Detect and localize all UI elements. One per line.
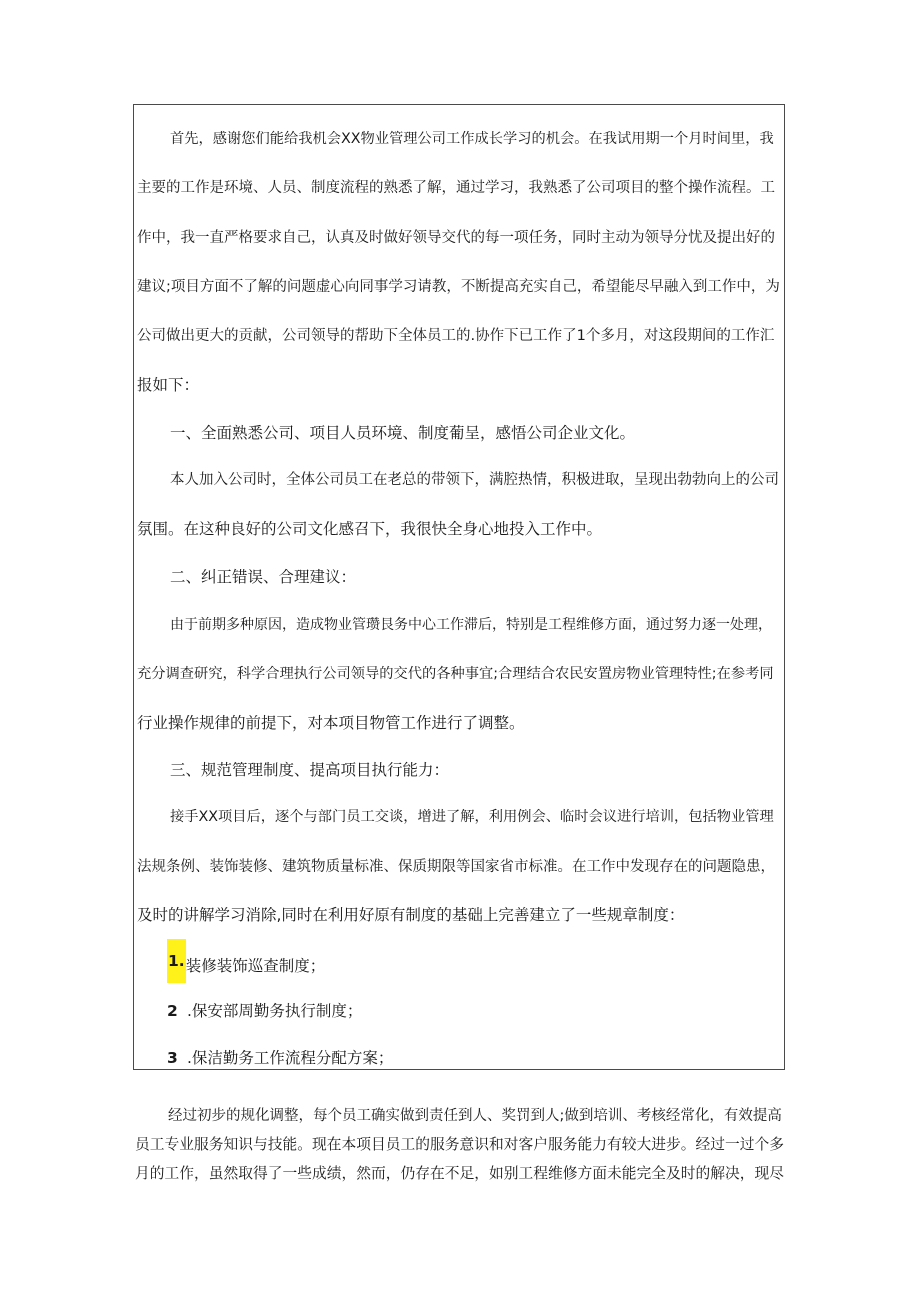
paragraph-line: 接手XX项目后，逐个与部门员工交谈，增进了解，利用例会、临时会议进行培训，包括物业管理	[170, 809, 774, 825]
paragraph-line: 员工专业服务知识与技能。现在本项目员工的服务意识和对客户服务能力有较大进步。经过一过个多	[135, 1136, 784, 1153]
paragraph-line: 月的工作，虽然取得了一些成绩，然而，仍存在不足，如别工程维修方面未能完全及时的解决，现尽	[135, 1165, 784, 1182]
list-number: 2	[167, 1002, 178, 1020]
highlighted-number: 1.	[167, 939, 186, 983]
paragraph-line: 报如下：	[137, 376, 200, 394]
list-item	[167, 1000, 362, 1022]
paragraph-line: 经过初步的规化调整，每个员工确实做到责任到人、奖罚到人;做到培训、考核经常化，有效提高	[168, 1108, 782, 1124]
paragraph-line: 作中，我一直严格要求自己，认真及时做好领导交代的每一项任务，同时主动为领导分忧及提出好的	[137, 230, 775, 246]
paragraph-line: 法规条例、装饰装修、建筑物质量标准、保质期限等国家省市标准。在工作中发现存在的问题隐患，	[137, 859, 775, 875]
paragraph-line: 行业操作规律的前提下，对本项目物管工作进行了调整。	[137, 714, 525, 732]
paragraph-line: 公司做出更大的贡献，公司领导的帮助下全体员工的.协作下已工作了1个多月，对这段期间的工作汇	[137, 328, 775, 344]
list-number: 3	[167, 1049, 178, 1067]
section-heading: 三、规范管理制度、提高项目执行能力：	[170, 761, 450, 779]
paragraph-line: 首先，感谢您们能给我机会XX物业管理公司工作成长学习的机会。在我试用期一个月时间里，我	[170, 131, 774, 147]
list-item-text: .保洁勤务工作流程分配方案；	[187, 1049, 394, 1067]
list-item-text: .保安部周勤务执行制度；	[187, 1002, 363, 1020]
section-heading: 一、全面熟悉公司、项目人员环境、制度葡呈，感悟公司企业文化。	[170, 424, 636, 442]
list-item	[167, 1047, 393, 1069]
paragraph-line: 及时的讲解学习消除,同时在利用好原有制度的基础上完善建立了一些规章制度：	[137, 906, 685, 924]
list-item-text: 装修装饰巡查制度；	[185, 957, 326, 975]
paragraph-line: 建议;项目方面不了解的问题虚心向同事学习请教，不断提高充实自己，希望能尽早融入到工作中，为	[137, 279, 780, 295]
section-heading: 二、纠正错误、合理建议：	[170, 568, 357, 586]
paragraph-line: 充分调查研究，科学合理执行公司领导的交代的各种事宜;合理结合农民安置房物业管理特性;在参考同	[137, 666, 774, 682]
paragraph-line: 主要的工作是环境、人员、制度流程的熟悉了解，通过学习，我熟悉了公司项目的整个操作流程。工	[137, 180, 775, 196]
list-item	[167, 950, 325, 983]
paragraph-line: 本人加入公司时，全体公司员工在老总的带领下，满腔热情，积极进取，呈现出勃勃向上的公司	[170, 472, 779, 488]
paragraph-line: 氛围。在这种良好的公司文化感召下，我很快全身心地投入工作中。	[137, 520, 603, 538]
paragraph-line: 由于前期多种原因，造成物业管瓒艮务中心工作滞后，特别是工程维修方面，通过努力逐一处理，	[170, 617, 772, 633]
